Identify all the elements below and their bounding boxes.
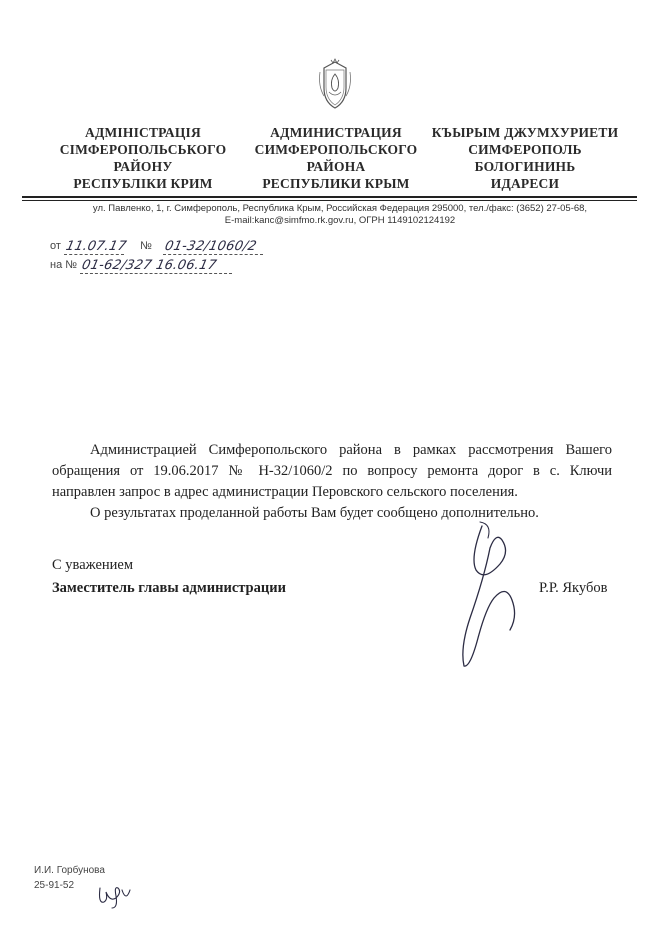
header-crimean-tatar-line: БОЛОГИНИНЬ — [474, 159, 576, 174]
signatory-name: Р.Р. Якубов — [539, 580, 608, 596]
header-russian-line: РАЙОНА — [306, 159, 366, 174]
header-crimean-tatar-line: СИМФЕРОПОЛЬ — [468, 142, 582, 157]
header-ukrainian-line: СІМФЕРОПОЛЬСЬКОГО — [59, 142, 227, 157]
header-crimean-tatar-line: ИДАРЕСИ — [490, 176, 560, 191]
body-line: направлен запрос в адрес администрации Перовского сельского поселения. — [52, 484, 518, 500]
executor-phone: 25-91-52 — [34, 880, 75, 891]
body-paragraph — [52, 440, 612, 503]
header-crimean-tatar-line: КЪЫРЫМ ДЖУМХУРИЕТИ — [431, 125, 619, 140]
header-ukrainian-line: АДМІНІСТРАЦІЯ — [85, 125, 201, 140]
handwritten-date: 11.07.17 — [64, 239, 128, 254]
header-ukrainian — [48, 124, 238, 192]
incoming-reference — [50, 257, 232, 273]
outgoing-reference — [50, 238, 263, 254]
header-ukrainian-line: РАЙОНУ — [113, 159, 173, 174]
handwritten-initials — [96, 880, 136, 910]
email-line: E-mail:kanc@simfmo.rk.gov.ru, ОГРН 1149102124192 — [224, 215, 456, 226]
header-crimean-tatar — [430, 124, 620, 192]
body-paragraph-followup: О результатах проделанной работы Вам будет сообщено дополнительно. — [90, 505, 539, 521]
handwritten-signature — [440, 518, 560, 678]
address-line: ул. Павленко, 1, г. Симферополь, Республика Крым, Российская Федерация 295000, тел./факс: (3652) 27-05-68, — [92, 203, 588, 214]
signatory-position: Заместитель главы администрации — [52, 580, 286, 596]
header-russian — [241, 124, 431, 192]
greeting: С уважением — [52, 557, 134, 573]
header-divider — [22, 196, 637, 198]
handwritten-reply-ref: 01-62/327 16.06.17 — [80, 258, 219, 273]
header-russian-line: СИМФЕРОПОЛЬСКОГО — [254, 142, 418, 157]
number-label: № — [140, 240, 152, 252]
reply-field — [80, 258, 232, 274]
header-russian-line: РЕСПУБЛИКИ КРЫМ — [262, 176, 410, 191]
body-line: обращения от 19.06.2017 № Н-32/1060/2 по вопросу ремонта дорог в с. Ключи — [52, 463, 612, 479]
header-divider — [22, 200, 637, 201]
coat-of-arms-icon — [316, 58, 354, 110]
header-ukrainian-line: РЕСПУБЛІКИ КРИМ — [73, 176, 213, 191]
date-field — [64, 239, 128, 255]
executor-name: И.И. Горбунова — [34, 865, 105, 876]
reply-label: на № — [50, 259, 78, 271]
number-field — [163, 239, 263, 255]
body-line: Администрацией Симферопольского района в рамках рассмотрения Вашего — [90, 442, 612, 458]
header-russian-line: АДМИНИСТРАЦИЯ — [270, 125, 402, 140]
from-label: от — [50, 240, 61, 252]
handwritten-number: 01-32/1060/2 — [163, 239, 259, 254]
